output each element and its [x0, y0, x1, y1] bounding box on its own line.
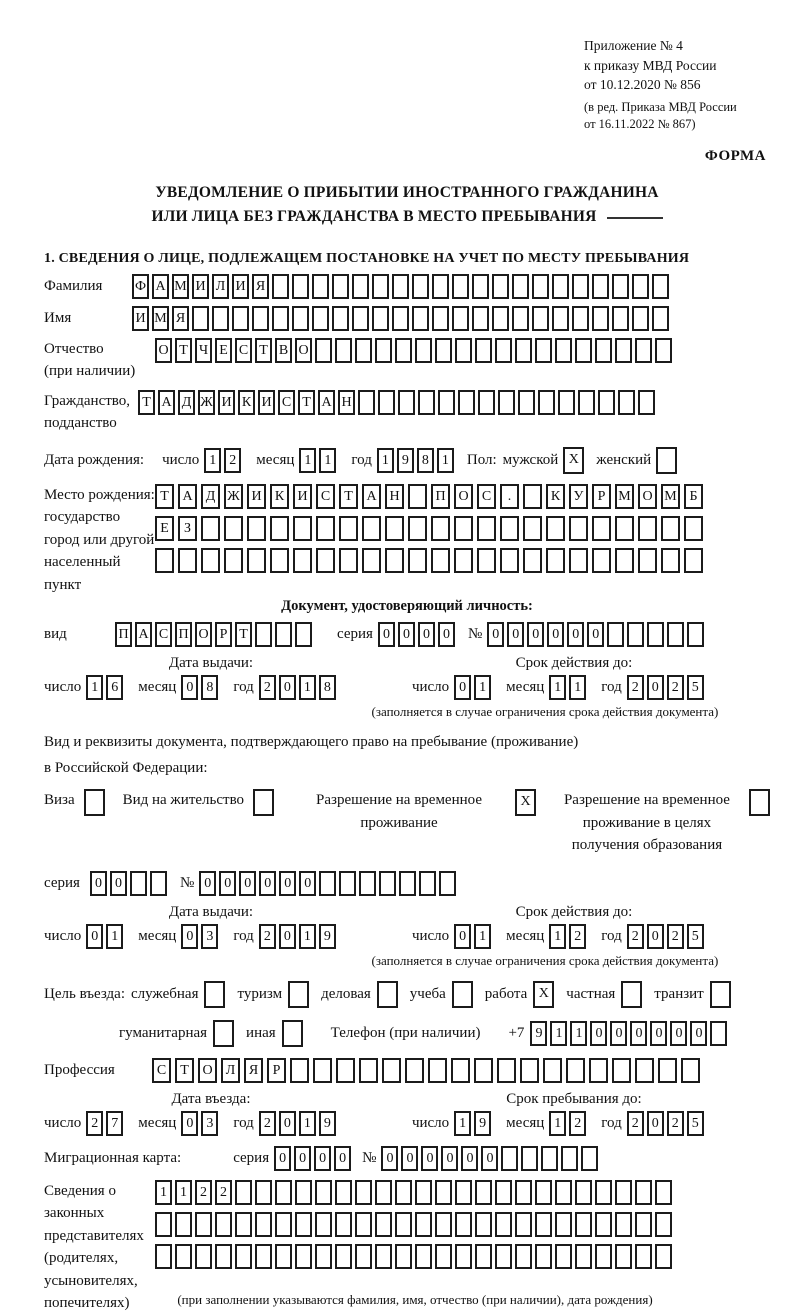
birth-place-row-3: [155, 548, 707, 573]
purpose-work-checkbox: X: [533, 981, 554, 1008]
purpose-transit-label: транзит: [654, 985, 704, 1002]
residence-date-headings: [44, 904, 770, 921]
migration-number-label: №: [362, 1149, 377, 1166]
stay-month-label: месяц: [506, 1114, 545, 1131]
sex-male-checkbox: X: [563, 447, 584, 474]
form-title: [44, 181, 770, 229]
residence-issue-month-label: месяц: [138, 927, 177, 944]
section1-heading: 1. СВЕДЕНИЯ О ЛИЦЕ, ПОДЛЕЖАЩЕМ ПОСТАНОВКЕ НА УЧЕТ ПО МЕСТУ ПРЕБЫВАНИЯ: [44, 250, 690, 266]
purpose-row-1: [44, 981, 770, 1008]
migration-number-boxes: 0 0 0 0 0 0: [381, 1146, 601, 1171]
field-legal-representatives: [44, 1180, 770, 1315]
residence-valid-year-label: год: [601, 927, 622, 944]
temp-residence-education-checkbox: [749, 789, 770, 816]
purpose-transit-checkbox: [710, 981, 731, 1008]
doc-type-label: вид: [44, 626, 67, 643]
legal-representatives-row-1: 1 1 2 2: [155, 1180, 675, 1205]
doc-number-label: №: [467, 626, 483, 643]
residence-permit-label: Вид на жительство: [122, 792, 245, 809]
residence-issue-year-boxes: 2 0 1 9: [259, 924, 339, 949]
surname-boxes: Ф А М И Л И Я: [132, 274, 672, 299]
identity-valid-note: (заполняется в случае ограничения срока действия документа): [371, 704, 719, 720]
residence-doc-intro: [44, 730, 770, 781]
residence-issue-day-label: число: [44, 927, 82, 944]
citizenship-boxes: Т А Д Ж И К И С Т А Н: [138, 390, 658, 415]
doc-series-label: серия: [337, 626, 373, 643]
doc-number-boxes: 0 0 0 0 0 0: [487, 622, 707, 647]
identity-valid-day-boxes: 0 1: [454, 675, 494, 700]
purpose-business-checkbox: [204, 981, 225, 1008]
profession-boxes: С Т О Л Я Р: [152, 1058, 704, 1083]
birth-day-boxes: 1 2: [204, 448, 244, 473]
option-residence-permit: [123, 789, 274, 816]
migration-card-label: Миграционная карта:: [44, 1149, 182, 1166]
profession-label: Профессия: [44, 1061, 115, 1078]
residence-valid-month-boxes: 1 2: [549, 924, 589, 949]
entry-month-label: месяц: [138, 1114, 177, 1131]
option-temp-residence-education: [554, 789, 770, 857]
legal-representatives-row-3: [155, 1244, 675, 1269]
sex-female-checkbox: [656, 447, 677, 474]
legal-representatives-note: (при заполнении указываются фамилия, имя, отчество (при наличии), дата рождения): [177, 1291, 653, 1307]
given-name-label: Имя: [44, 309, 72, 326]
identity-issue-day-boxes: 1 6: [86, 675, 126, 700]
residence-doc-series-number: [44, 871, 770, 896]
stay-year-label: год: [601, 1114, 622, 1131]
field-patronymic: [44, 338, 770, 383]
residence-series-boxes: 0 0: [90, 871, 170, 896]
purpose-humanitarian-checkbox: [213, 1020, 234, 1047]
entry-date-headings: [44, 1091, 770, 1108]
identity-issue-month-label: месяц: [138, 679, 177, 696]
purpose-work-label: работа: [484, 985, 528, 1002]
appendix-line-1: Приложение № 4: [584, 38, 683, 53]
identity-date-headings: [44, 655, 770, 672]
form-title-line-1: УВЕДОМЛЕНИЕ О ПРИБЫТИИ ИНОСТРАННОГО ГРАЖДАНИНА: [155, 183, 659, 201]
identity-issue-day-label: число: [44, 679, 82, 696]
residence-permit-checkbox: [253, 789, 274, 816]
doc-series-boxes: 0 0 0 0: [378, 622, 458, 647]
stay-month-boxes: 1 2: [549, 1111, 589, 1136]
purpose-humanitarian-label: гуманитарная: [119, 1024, 208, 1041]
temp-residence-checkbox: X: [515, 789, 536, 816]
purpose-label: Цель въезда:: [44, 985, 125, 1002]
residence-issue-year-label: год: [233, 927, 254, 944]
edition-line-2: от 16.11.2022 № 867): [584, 117, 696, 132]
birth-month-label: месяц: [256, 451, 295, 468]
identity-valid-year-boxes: 2 0 2 5: [627, 675, 707, 700]
residence-date-values: [44, 924, 770, 949]
form-title-line-2: ИЛИ ЛИЦА БЕЗ ГРАЖДАНСТВА В МЕСТО ПРЕБЫВАНИЯ: [44, 205, 770, 229]
appendix-line-2: к приказу МВД России: [584, 57, 717, 73]
entry-day-boxes: 2 7: [86, 1111, 126, 1136]
phone-boxes: 9 1 1 0 0 0 0 0 0: [530, 1021, 730, 1046]
residence-series-label: серия: [44, 874, 80, 891]
identity-issue-month-boxes: 0 8: [181, 675, 221, 700]
stay-until-heading: Срок пребывания до:: [506, 1090, 642, 1107]
visa-label: Виза: [44, 792, 75, 809]
birth-year-boxes: 1 9 8 1: [377, 448, 457, 473]
field-birth-place: [44, 484, 770, 597]
entry-day-label: число: [44, 1114, 82, 1131]
entry-date-values: [44, 1111, 770, 1136]
residence-doc-intro-line-2: в Российской Федерации:: [44, 759, 208, 776]
purpose-other-label: иная: [246, 1024, 276, 1041]
residence-issue-month-boxes: 0 3: [181, 924, 221, 949]
purpose-private-label: частная: [566, 985, 616, 1002]
identity-valid-month-label: месяц: [506, 679, 545, 696]
purpose-commercial-label: деловая: [321, 985, 371, 1002]
purpose-private-checkbox: [621, 981, 642, 1008]
entry-year-boxes: 2 0 1 9: [259, 1111, 339, 1136]
temp-residence-label: Разрешение на временное проживание: [316, 792, 482, 831]
migration-series-label: серия: [233, 1149, 270, 1166]
field-migration-card: [44, 1146, 770, 1171]
entry-year-label: год: [233, 1114, 254, 1131]
birth-place-label: Место рождения: государство город или другой населенный пункт: [44, 486, 155, 593]
residence-valid-month-label: месяц: [506, 927, 545, 944]
purpose-study-label: учеба: [409, 985, 446, 1002]
residence-number-label: №: [179, 874, 195, 891]
identity-valid-year-label: год: [601, 679, 622, 696]
doc-type-boxes: П А С П О Р Т: [115, 622, 315, 647]
entry-date-heading: Дата въезда:: [171, 1090, 251, 1107]
birth-date-label: Дата рождения:: [44, 451, 145, 468]
surname-label: Фамилия: [44, 277, 103, 294]
stay-day-label: число: [411, 1114, 450, 1131]
birth-place-row-2: Е З: [155, 516, 707, 541]
legal-representatives-label: Сведения о законных представителях (родителях, усыновителях, попечителях): [44, 1182, 144, 1312]
appendix-header: [44, 36, 770, 134]
identity-date-values: [44, 675, 770, 700]
birth-month-boxes: 1 1: [299, 448, 339, 473]
option-temp-residence: [292, 789, 536, 834]
entry-month-boxes: 0 3: [181, 1111, 221, 1136]
residence-valid-day-boxes: 0 1: [454, 924, 494, 949]
title-underline: [607, 217, 663, 219]
identity-issue-year-label: год: [233, 679, 254, 696]
identity-valid-day-label: число: [411, 679, 450, 696]
patronymic-boxes: О Т Ч Е С Т В О: [155, 338, 675, 363]
purpose-row-2: [44, 1020, 770, 1047]
sex-female-label: женский: [596, 451, 652, 468]
field-given-name: [44, 306, 770, 331]
purpose-commercial-checkbox: [377, 981, 398, 1008]
birth-year-label: год: [351, 451, 372, 468]
residence-doc-options: [44, 789, 770, 857]
appendix-line-3: от 10.12.2020 № 856: [584, 77, 701, 93]
stay-day-boxes: 1 9: [454, 1111, 494, 1136]
purpose-tourism-checkbox: [288, 981, 309, 1008]
edition-line-1: (в ред. Приказа МВД России: [584, 99, 737, 114]
sex-male-label: мужской: [502, 451, 559, 468]
residence-valid-year-boxes: 2 0 2 5: [627, 924, 707, 949]
field-surname: [44, 274, 770, 299]
option-visa: [44, 789, 105, 816]
identity-issue-year-boxes: 2 0 1 8: [259, 675, 339, 700]
citizenship-label: Гражданство, подданство: [44, 392, 131, 432]
purpose-study-checkbox: [452, 981, 473, 1008]
purpose-business-label: служебная: [130, 985, 199, 1002]
residence-doc-intro-line-1: Вид и реквизиты документа, подтверждающего право на пребывание (проживание): [44, 734, 579, 751]
legal-representatives-row-2: [155, 1212, 675, 1237]
temp-residence-education-label: Разрешение на временное проживание в целях получения образования: [563, 792, 730, 854]
field-profession: [44, 1058, 770, 1083]
sex-label: Пол:: [466, 451, 497, 468]
residence-number-boxes: 0 0 0 0 0 0: [199, 871, 459, 896]
residence-valid-day-label: число: [411, 927, 450, 944]
residence-valid-heading: Срок действия до:: [515, 903, 633, 920]
stay-year-boxes: 2 0 2 5: [627, 1111, 707, 1136]
field-birth-date: [44, 447, 770, 474]
form-label: ФОРМА: [704, 147, 766, 164]
phone-label: Телефон (при наличии): [330, 1024, 481, 1041]
identity-valid-month-boxes: 1 1: [549, 675, 589, 700]
residence-valid-note: (заполняется в случае ограничения срока действия документа): [371, 952, 719, 968]
birth-day-label: число: [162, 451, 200, 468]
purpose-tourism-label: туризм: [237, 985, 283, 1002]
residence-issue-heading: Дата выдачи:: [168, 903, 254, 920]
phone-prefix: +7: [508, 1024, 525, 1041]
given-name-boxes: И М Я: [132, 306, 672, 331]
residence-issue-day-boxes: 0 1: [86, 924, 126, 949]
birth-place-row-1: Т А Д Ж И К И С Т А Н П О С . К У Р М О М Б: [155, 484, 707, 509]
patronymic-label: Отчество (при наличии): [44, 340, 136, 380]
identity-document-heading: Документ, удостоверяющий личность:: [281, 598, 533, 615]
visa-checkbox: [84, 789, 105, 816]
identity-valid-heading: Срок действия до:: [515, 655, 633, 672]
field-identity-document: [44, 622, 770, 647]
purpose-other-checkbox: [282, 1020, 303, 1047]
migration-series-boxes: 0 0 0 0: [274, 1146, 354, 1171]
identity-issue-heading: Дата выдачи:: [168, 655, 254, 672]
field-citizenship: [44, 390, 770, 435]
